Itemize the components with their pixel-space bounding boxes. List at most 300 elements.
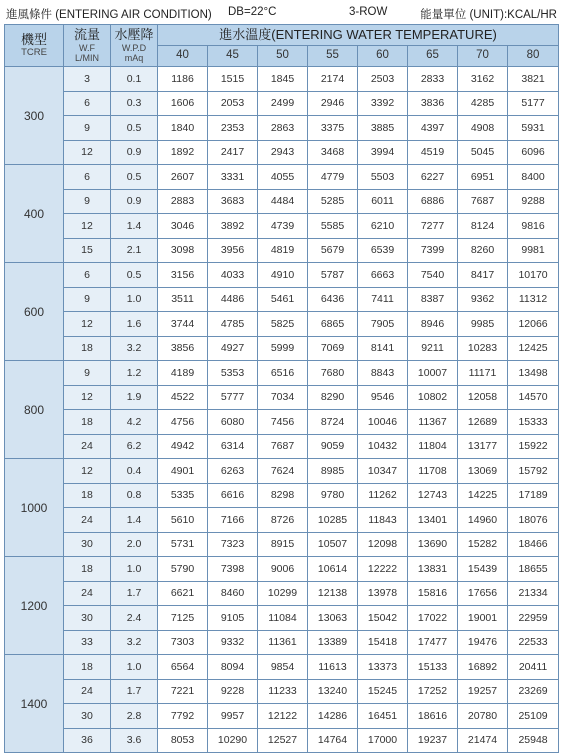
capacity-value-cell: 7125 [158,606,208,631]
table-row [5,140,559,165]
capacity-value-cell: 9059 [308,434,358,459]
flow-cell: 24 [64,679,111,704]
capacity-value-cell: 6616 [208,483,258,508]
flow-cell: 30 [64,532,111,557]
capacity-value-cell: 12222 [358,557,408,582]
capacity-value-cell: 9957 [208,704,258,729]
capacity-value-cell: 21474 [458,728,508,753]
capacity-value-cell: 5610 [158,508,208,533]
capacity-value-cell: 6663 [358,263,408,288]
capacity-value-cell: 2417 [208,140,258,165]
temperature-column-header: 60 [358,46,408,67]
pressure-drop-header [111,25,158,67]
table-row [5,679,559,704]
capacity-value-cell: 9332 [208,630,258,655]
flow-cell: 9 [64,287,111,312]
capacity-value-cell: 4033 [208,263,258,288]
capacity-value-cell: 2833 [408,67,458,92]
pressure-drop-cell: 0.5 [111,263,158,288]
capacity-value-cell: 3885 [358,116,408,141]
capacity-value-cell: 4942 [158,434,208,459]
capacity-value-cell: 5353 [208,361,258,386]
table-row [5,189,559,214]
capacity-value-cell: 8141 [358,336,408,361]
capacity-value-cell: 11708 [408,459,458,484]
pressure-drop-cell: 2.1 [111,238,158,263]
capacity-value-cell: 8124 [458,214,508,239]
capacity-value-cell: 8260 [458,238,508,263]
capacity-value-cell: 6210 [358,214,408,239]
model-header [5,25,64,67]
capacity-value-cell: 6227 [408,165,458,190]
table-row [5,606,559,631]
pressure-drop-cell: 4.2 [111,410,158,435]
capacity-value-cell: 7303 [158,630,208,655]
capacity-value-cell: 18466 [508,532,559,557]
capacity-value-cell: 5790 [158,557,208,582]
pressure-drop-cell: 0.5 [111,165,158,190]
flow-cell: 12 [64,385,111,410]
pressure-drop-cell: 3.2 [111,630,158,655]
capacity-value-cell: 3994 [358,140,408,165]
capacity-value-cell: 17022 [408,606,458,631]
capacity-value-cell: 11262 [358,483,408,508]
pressure-drop-header-zh: 水壓降 [114,26,154,42]
flow-cell: 24 [64,581,111,606]
flow-cell: 18 [64,336,111,361]
capacity-value-cell: 14225 [458,483,508,508]
capacity-value-cell: 1845 [258,67,308,92]
table-row [5,704,559,729]
temperature-column-header: 40 [158,46,208,67]
table-row [5,312,559,337]
capacity-value-cell: 11233 [258,679,308,704]
model-cell: 800 [5,361,64,459]
capacity-value-cell: 4189 [158,361,208,386]
capacity-value-cell: 4901 [158,459,208,484]
pressure-drop-cell: 0.8 [111,483,158,508]
row-count: 3-ROW [349,6,388,18]
capacity-value-cell: 5777 [208,385,258,410]
flow-cell: 9 [64,116,111,141]
model-cell: 1000 [5,459,64,557]
capacity-value-cell: 10802 [408,385,458,410]
capacity-value-cell: 6621 [158,581,208,606]
pressure-drop-cell: 0.9 [111,140,158,165]
flow-cell: 12 [64,140,111,165]
capacity-value-cell: 4908 [458,116,508,141]
flow-cell: 12 [64,312,111,337]
capacity-value-cell: 17477 [408,630,458,655]
flow-cell: 18 [64,557,111,582]
pressure-drop-cell: 3.2 [111,336,158,361]
capacity-value-cell: 11804 [408,434,458,459]
capacity-value-cell: 1186 [158,67,208,92]
capacity-value-cell: 3375 [308,116,358,141]
flow-cell: 30 [64,704,111,729]
capacity-value-cell: 5787 [308,263,358,288]
capacity-value-cell: 9006 [258,557,308,582]
capacity-value-cell: 16451 [358,704,408,729]
capacity-value-cell: 8053 [158,728,208,753]
table-row [5,238,559,263]
pressure-drop-header-en1: W.P.D [121,42,147,53]
pressure-drop-cell: 1.6 [111,312,158,337]
pressure-drop-cell: 1.4 [111,214,158,239]
capacity-value-cell: 4739 [258,214,308,239]
capacity-value-cell: 18076 [508,508,559,533]
capacity-value-cell: 12425 [508,336,559,361]
capacity-value-cell: 18655 [508,557,559,582]
capacity-value-cell: 11084 [258,606,308,631]
capacity-value-cell: 5731 [158,532,208,557]
capacity-value-cell: 15816 [408,581,458,606]
capacity-value-cell: 14960 [458,508,508,533]
capacity-value-cell: 4910 [258,263,308,288]
capacity-value-cell: 3683 [208,189,258,214]
capacity-value-cell: 7399 [408,238,458,263]
table-row [5,116,559,141]
model-cell: 300 [5,67,64,165]
table-row [5,532,559,557]
capacity-value-cell: 12066 [508,312,559,337]
pressure-drop-cell: 6.2 [111,434,158,459]
capacity-value-cell: 15792 [508,459,559,484]
table-row [5,483,559,508]
capacity-value-cell: 15418 [358,630,408,655]
capacity-value-cell: 11367 [408,410,458,435]
capacity-value-cell: 9854 [258,655,308,680]
capacity-value-cell: 11843 [358,508,408,533]
table-row [5,508,559,533]
capacity-value-cell: 20780 [458,704,508,729]
capacity-value-cell: 19237 [408,728,458,753]
capacity-value-cell: 6096 [508,140,559,165]
capacity-value-cell: 13978 [358,581,408,606]
capacity-value-cell: 9228 [208,679,258,704]
capacity-value-cell: 19257 [458,679,508,704]
table-row [5,263,559,288]
capacity-value-cell: 10285 [308,508,358,533]
pressure-drop-cell: 2.4 [111,606,158,631]
capacity-unit: 能量單位 (UNIT):KCAL/HR [420,9,557,21]
capacity-value-cell: 6951 [458,165,508,190]
capacity-value-cell: 15245 [358,679,408,704]
capacity-value-cell: 18616 [408,704,458,729]
capacity-value-cell: 3162 [458,67,508,92]
capacity-value-cell: 8290 [308,385,358,410]
capacity-value-cell: 5825 [258,312,308,337]
capacity-value-cell: 9780 [308,483,358,508]
capacity-value-cell: 4756 [158,410,208,435]
capacity-value-cell: 7680 [308,361,358,386]
capacity-value-cell: 10046 [358,410,408,435]
capacity-value-cell: 8985 [308,459,358,484]
capacity-value-cell: 5585 [308,214,358,239]
capacity-value-cell: 10507 [308,532,358,557]
capacity-value-cell: 1606 [158,91,208,116]
capacity-value-cell: 4779 [308,165,358,190]
capacity-value-cell: 4397 [408,116,458,141]
flow-cell: 12 [64,214,111,239]
table-row [5,336,559,361]
table-row [5,91,559,116]
pressure-drop-cell: 0.4 [111,459,158,484]
capacity-value-cell: 3468 [308,140,358,165]
model-cell: 400 [5,165,64,263]
capacity-value-cell: 6516 [258,361,308,386]
capacity-value-cell: 4927 [208,336,258,361]
capacity-value-cell: 11613 [308,655,358,680]
capacity-value-cell: 19001 [458,606,508,631]
table-row [5,287,559,312]
capacity-value-cell: 4519 [408,140,458,165]
capacity-value-cell: 7411 [358,287,408,312]
flow-cell: 33 [64,630,111,655]
capacity-value-cell: 5679 [308,238,358,263]
capacity-value-cell: 1515 [208,67,258,92]
capacity-value-cell: 8298 [258,483,308,508]
capacity-value-cell: 8843 [358,361,408,386]
capacity-value-cell: 5461 [258,287,308,312]
capacity-value-cell: 12058 [458,385,508,410]
capacity-value-cell: 13069 [458,459,508,484]
capacity-value-cell: 12527 [258,728,308,753]
capacity-value-cell: 2943 [258,140,308,165]
capacity-value-cell: 3046 [158,214,208,239]
capacity-value-cell: 8387 [408,287,458,312]
temperature-column-header: 55 [308,46,358,67]
capacity-value-cell: 13373 [358,655,408,680]
capacity-value-cell: 17000 [358,728,408,753]
table-row [5,655,559,680]
capacity-value-cell: 13063 [308,606,358,631]
capacity-value-cell: 3956 [208,238,258,263]
temperature-column-header: 65 [408,46,458,67]
capacity-value-cell: 7323 [208,532,258,557]
flow-header-en1: W.F [79,42,95,53]
table-row [5,214,559,239]
capacity-value-cell: 3331 [208,165,258,190]
capacity-value-cell: 7398 [208,557,258,582]
pressure-drop-cell: 1.7 [111,679,158,704]
capacity-value-cell: 3392 [358,91,408,116]
capacity-value-cell: 7456 [258,410,308,435]
capacity-value-cell: 13831 [408,557,458,582]
capacity-value-cell: 17189 [508,483,559,508]
pressure-drop-cell: 0.9 [111,189,158,214]
flow-header [64,25,111,67]
capacity-value-cell: 5999 [258,336,308,361]
capacity-value-cell: 19476 [458,630,508,655]
capacity-value-cell: 2946 [308,91,358,116]
capacity-value-cell: 10290 [208,728,258,753]
flow-cell: 15 [64,238,111,263]
capacity-value-cell: 23269 [508,679,559,704]
capacity-value-cell: 7221 [158,679,208,704]
capacity-value-cell: 2174 [308,67,358,92]
capacity-value-cell: 3511 [158,287,208,312]
pressure-drop-cell: 1.7 [111,581,158,606]
capacity-value-cell: 11171 [458,361,508,386]
water-temperature-header: 進水溫度(ENTERING WATER TEMPERATURE) [158,25,559,46]
capacity-value-cell: 5503 [358,165,408,190]
capacity-value-cell: 10170 [508,263,559,288]
capacity-value-cell: 16892 [458,655,508,680]
table-row [5,67,559,92]
flow-cell: 36 [64,728,111,753]
table-row [5,361,559,386]
capacity-value-cell: 8726 [258,508,308,533]
capacity-value-cell: 6080 [208,410,258,435]
flow-cell: 18 [64,655,111,680]
capacity-value-cell: 8400 [508,165,559,190]
capacity-value-cell: 21334 [508,581,559,606]
capacity-value-cell: 15133 [408,655,458,680]
table-row [5,459,559,484]
capacity-value-cell: 6886 [408,189,458,214]
capacity-value-cell: 4486 [208,287,258,312]
capacity-value-cell: 20411 [508,655,559,680]
capacity-value-cell: 13177 [458,434,508,459]
capacity-value-cell: 7166 [208,508,258,533]
flow-cell: 18 [64,410,111,435]
pressure-drop-cell: 2.0 [111,532,158,557]
capacity-value-cell: 4055 [258,165,308,190]
flow-cell: 6 [64,263,111,288]
capacity-value-cell: 13690 [408,532,458,557]
capacity-value-cell: 1892 [158,140,208,165]
capacity-value-cell: 3856 [158,336,208,361]
capacity-value-cell: 1840 [158,116,208,141]
table-row [5,165,559,190]
capacity-value-cell: 13240 [308,679,358,704]
capacity-value-cell: 10283 [458,336,508,361]
capacity-value-cell: 15282 [458,532,508,557]
capacity-value-cell: 8915 [258,532,308,557]
capacity-value-cell: 12743 [408,483,458,508]
capacity-table [4,24,559,753]
capacity-value-cell: 10432 [358,434,408,459]
capacity-value-cell: 5335 [158,483,208,508]
capacity-value-cell: 22959 [508,606,559,631]
capacity-value-cell: 4484 [258,189,308,214]
flow-cell: 9 [64,361,111,386]
capacity-value-cell: 2053 [208,91,258,116]
capacity-value-cell: 9816 [508,214,559,239]
pressure-drop-cell: 1.0 [111,557,158,582]
pressure-drop-cell: 1.2 [111,361,158,386]
capacity-value-cell: 9105 [208,606,258,631]
flow-header-en2: L/MIN [74,52,99,63]
capacity-value-cell: 8946 [408,312,458,337]
model-cell: 1200 [5,557,64,655]
pressure-drop-cell: 1.9 [111,385,158,410]
capacity-value-cell: 11361 [258,630,308,655]
flow-cell: 6 [64,91,111,116]
model-header-zh: 機型 [20,31,47,47]
table-row [5,557,559,582]
capacity-value-cell: 9211 [408,336,458,361]
capacity-value-cell: 9288 [508,189,559,214]
temperature-column-header: 80 [508,46,559,67]
capacity-value-cell: 8094 [208,655,258,680]
flow-cell: 30 [64,606,111,631]
table-row [5,728,559,753]
capacity-value-cell: 2883 [158,189,208,214]
capacity-value-cell: 6263 [208,459,258,484]
capacity-value-cell: 15333 [508,410,559,435]
capacity-value-cell: 3098 [158,238,208,263]
table-row [5,410,559,435]
capacity-value-cell: 17656 [458,581,508,606]
capacity-value-cell: 3836 [408,91,458,116]
capacity-value-cell: 4819 [258,238,308,263]
capacity-value-cell: 5285 [308,189,358,214]
capacity-value-cell: 2607 [158,165,208,190]
capacity-value-cell: 8460 [208,581,258,606]
pressure-drop-cell: 1.0 [111,655,158,680]
flow-cell: 3 [64,67,111,92]
model-cell: 1400 [5,655,64,753]
capacity-value-cell: 8417 [458,263,508,288]
header-line [0,0,563,26]
capacity-value-cell: 10347 [358,459,408,484]
capacity-value-cell: 6314 [208,434,258,459]
flow-cell: 24 [64,508,111,533]
table-row [5,581,559,606]
capacity-value-cell: 4522 [158,385,208,410]
capacity-value-cell: 13401 [408,508,458,533]
capacity-value-cell: 7277 [408,214,458,239]
flow-cell: 12 [64,459,111,484]
flow-cell: 18 [64,483,111,508]
capacity-value-cell: 8724 [308,410,358,435]
flow-header-zh: 流量 [73,26,100,42]
capacity-value-cell: 22533 [508,630,559,655]
entering-air-condition: 進風條件 (ENTERING AIR CONDITION) [6,9,212,21]
capacity-value-cell: 6436 [308,287,358,312]
capacity-value-cell: 3744 [158,312,208,337]
table-row [5,434,559,459]
capacity-value-cell: 5177 [508,91,559,116]
pressure-drop-header-en2: mAq [124,52,144,63]
capacity-value-cell: 10614 [308,557,358,582]
capacity-value-cell: 2353 [208,116,258,141]
capacity-value-cell: 6011 [358,189,408,214]
capacity-value-cell: 7687 [458,189,508,214]
capacity-value-cell: 12122 [258,704,308,729]
capacity-value-cell: 13389 [308,630,358,655]
capacity-value-cell: 7034 [258,385,308,410]
capacity-value-cell: 17252 [408,679,458,704]
capacity-value-cell: 25948 [508,728,559,753]
temperature-column-header: 70 [458,46,508,67]
capacity-value-cell: 12138 [308,581,358,606]
pressure-drop-cell: 0.5 [111,116,158,141]
capacity-value-cell: 14764 [308,728,358,753]
capacity-value-cell: 13498 [508,361,559,386]
capacity-value-cell: 14286 [308,704,358,729]
table-row [5,385,559,410]
flow-cell: 9 [64,189,111,214]
temperature-column-header: 45 [208,46,258,67]
table-body [5,67,559,753]
capacity-value-cell: 2863 [258,116,308,141]
capacity-value-cell: 15439 [458,557,508,582]
capacity-value-cell: 15042 [358,606,408,631]
pressure-drop-cell: 1.0 [111,287,158,312]
